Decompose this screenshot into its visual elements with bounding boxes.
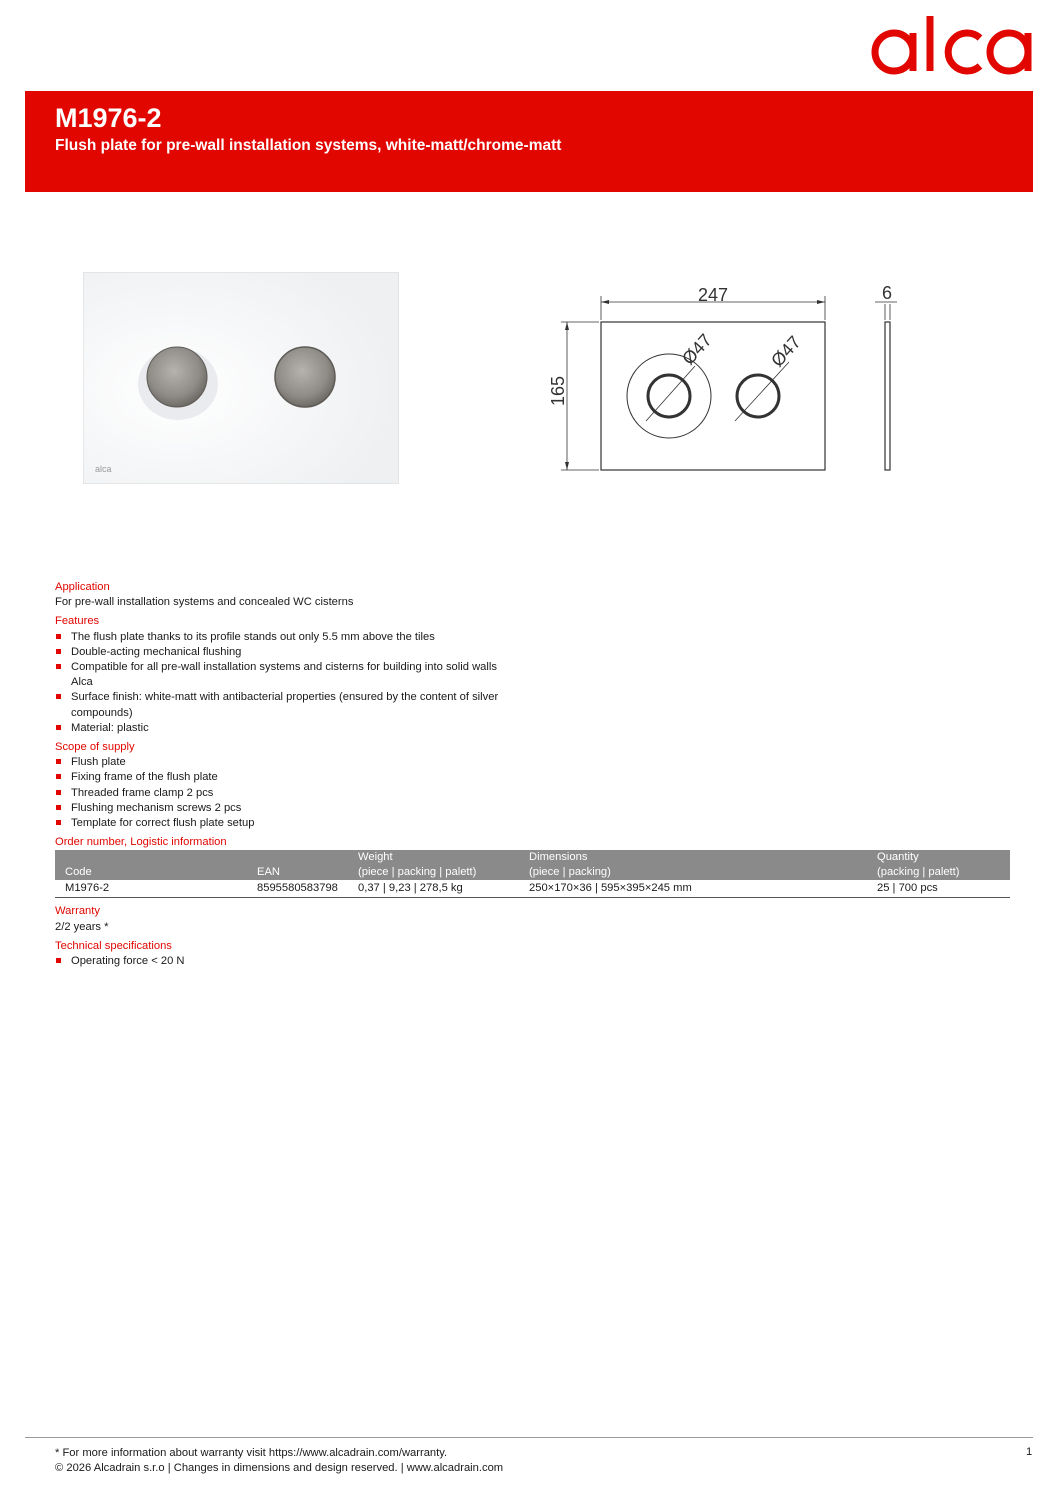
order-table: [55, 850, 1010, 898]
footer-copyright: © 2026 Alcadrain s.r.o | Changes in dimensions and design reserved. | www.alcadrain.com: [55, 1462, 504, 1475]
tech-title: Technical specifications: [55, 939, 172, 952]
col-weight-sub: (piece | packing | palett): [358, 866, 477, 879]
list-item: Double-acting mechanical flushing: [55, 645, 511, 660]
cell-code: M1976-2: [65, 882, 110, 895]
features-list: [55, 630, 1010, 736]
product-header: [25, 91, 1033, 192]
table-row: [55, 880, 1010, 898]
list-item: Template for correct flush plate setup: [55, 816, 511, 831]
spec-content: [55, 580, 1010, 969]
product-code: M1976-2: [55, 103, 162, 133]
application-title: Application: [55, 581, 110, 593]
dim-height-label: 165: [548, 375, 568, 406]
cell-dimensions: 250×170×36 | 595×395×245 mm: [529, 882, 692, 895]
technical-drawing: [545, 280, 905, 480]
col-weight: Weight: [358, 851, 393, 864]
list-item: Material: plastic: [55, 721, 511, 736]
dim-width-label: 247: [698, 285, 729, 305]
scope-list: [55, 755, 1010, 831]
warranty-title: Warranty: [55, 905, 100, 918]
cell-quantity: 25 | 700 pcs: [877, 882, 938, 895]
product-photo: [83, 272, 399, 484]
footer: [55, 1446, 503, 1476]
list-item: The flush plate thanks to its profile stands out only 5.5 mm above the tiles: [55, 630, 511, 645]
list-item: Flushing mechanism screws 2 pcs: [55, 801, 511, 816]
footer-warranty-note: * For more information about warranty visit https://www.alcadrain.com/warranty.: [55, 1447, 448, 1459]
flush-button-left: [147, 347, 207, 407]
dim-thickness-label: 6: [882, 283, 893, 303]
list-item: Threaded frame clamp 2 pcs: [55, 786, 511, 801]
col-dimensions: Dimensions: [529, 851, 588, 864]
photo-small-logo: alca: [95, 464, 112, 474]
application-text: For pre-wall installation systems and concealed WC cisterns: [55, 596, 354, 609]
product-subtitle: Flush plate for pre-wall installation systems, white-matt/chrome-matt: [55, 137, 562, 154]
warranty-text: 2/2 years *: [55, 920, 109, 933]
tech-list: [55, 954, 1010, 969]
alca-logo: [868, 14, 1038, 76]
list-item: Flush plate: [55, 755, 511, 770]
list-item: Fixing frame of the flush plate: [55, 770, 511, 785]
scope-title: Scope of supply: [55, 741, 135, 754]
footer-divider: [25, 1437, 1033, 1438]
col-ean: EAN: [257, 866, 281, 879]
cell-weight: 0,37 | 9,23 | 278,5 kg: [358, 882, 463, 895]
dim-button1-label: Ø47: [678, 330, 716, 369]
list-item: Surface finish: white-matt with antibacterial properties (ensured by the content of silver compounds): [55, 690, 511, 720]
dim-button2-label: Ø47: [767, 332, 805, 371]
order-title: Order number, Logistic information: [55, 836, 227, 849]
col-quantity-sub: (packing | palett): [877, 866, 960, 879]
col-code: Code: [65, 866, 92, 879]
cell-ean: 8595580583798: [257, 882, 338, 895]
col-dimensions-sub: (piece | packing): [529, 866, 611, 879]
list-item: Compatible for all pre-wall installation systems and cisterns for building into solid walls Alca: [55, 660, 511, 690]
page-number: 1: [1026, 1446, 1033, 1458]
table-header: [55, 850, 1010, 880]
col-quantity: Quantity: [877, 851, 919, 864]
list-item: Operating force < 20 N: [55, 954, 511, 969]
flush-button-right: [275, 347, 335, 407]
features-title: Features: [55, 615, 100, 628]
